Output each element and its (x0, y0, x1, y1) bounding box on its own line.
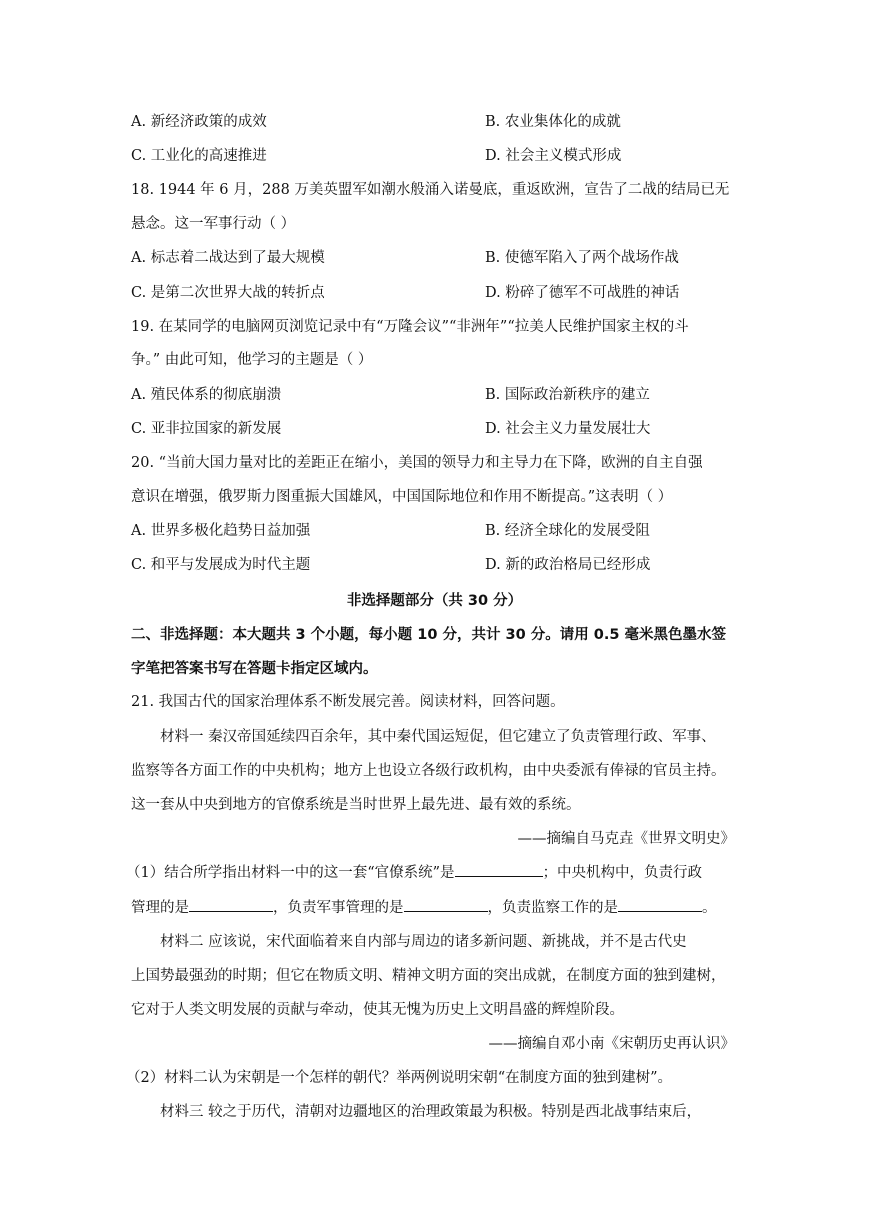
q20-option-d: D. 新的政治格局已经形成 (485, 557, 651, 573)
q21-part2: （2）材料二认为宋朝是一个怎样的朝代？举两例说明宋朝“在制度方面的独到建树”。 (126, 1070, 673, 1086)
q17-option-b: B. 农业集体化的成就 (485, 114, 621, 130)
q19-stem-line2: 争。” 由此可知，他学习的主题是（ ） (131, 352, 373, 368)
q21-material1-line3: 这一套从中央到地方的官僚系统是当时世界上最先进、最有效的系统。 (131, 797, 581, 813)
q21-part1-text-e: ，负责监察工作的是 (487, 900, 618, 916)
q21-material2-line3: 它对于人类文明发展的贡献与牵动，使其无愧为历史上文明昌盛的辉煌阶段。 (131, 1002, 624, 1018)
q21-material1-line1: 材料一 秦汉帝国延续四百余年，其中秦代国运短促，但它建立了负责管理行政、军事、 (160, 729, 716, 745)
q19-option-c: C. 亚非拉国家的新发展 (131, 421, 282, 437)
q18-stem-line2: 悬念。这一军事行动（ ） (131, 216, 296, 232)
q20-option-b: B. 经济全球化的发展受阻 (485, 523, 650, 539)
q18-option-a: A. 标志着二战达到了最大规模 (131, 250, 325, 266)
q21-part1-line2 (131, 897, 717, 918)
q21-part1-text-d: ，负责军事管理的是 (273, 900, 404, 916)
section-instructions-line2: 字笔把答案书写在答题卡指定区域内。 (131, 661, 378, 677)
q20-option-c: C. 和平与发展成为时代主题 (131, 557, 311, 573)
q19-stem-line1: 19. 在某同学的电脑网页浏览记录中有“万隆会议”“非洲年”“拉美人民维护国家主权的斗 (131, 319, 689, 335)
q19-option-a: A. 殖民体系的彻底崩溃 (131, 387, 282, 403)
q17-option-c: C. 工业化的高速推进 (131, 148, 267, 164)
q21-material1-line2: 监察等各方面工作的中央机构；地方上也设立各级行政机构，由中央委派有俸禄的官员主持。 (131, 763, 726, 779)
q21-material2-source: ——摘编自邓小南《宋朝历史再认识》 (488, 1036, 735, 1052)
q20-stem-line1: 20. “当前大国力量对比的差距正在缩小，美国的领导力和主导力在下降，欧洲的自主自强 (131, 455, 703, 471)
q21-part1-text-f: 。 (702, 900, 717, 916)
q21-blank-administration[interactable] (189, 897, 273, 912)
q17-option-a: A. 新经济政策的成效 (131, 114, 267, 130)
q19-option-d: D. 社会主义力量发展壮大 (485, 421, 651, 437)
q19-option-b: B. 国际政治新秩序的建立 (485, 387, 650, 403)
q18-option-d: D. 粉碎了德军不可战胜的神话 (485, 285, 680, 301)
q21-blank-system[interactable] (455, 862, 543, 877)
q21-material2-line2: 上国势最强劲的时期；但它在物质文明、精神文明方面的突出成就，在制度方面的独到建树， (131, 968, 726, 984)
q21-part1-text-a: （1）结合所学指出材料一中的这一套“官僚系统”是 (126, 865, 455, 881)
q21-blank-military[interactable] (404, 897, 488, 912)
q18-stem-line1: 18. 1944 年 6 月，288 万美英盟军如潮水般涌入诺曼底，重返欧洲，宣告了二战的结局已无 (131, 182, 730, 198)
q21-part1-line1 (126, 862, 702, 883)
q17-option-d: D. 社会主义模式形成 (485, 148, 622, 164)
section-heading: 非选择题部分（共 30 分） (346, 593, 523, 609)
q20-option-a: A. 世界多极化趋势日益加强 (131, 523, 311, 539)
q21-material2-line1: 材料二 应该说，宋代面临着来自内部与周边的诸多新问题、新挑战，并不是古代史 (160, 934, 687, 950)
q18-option-b: B. 使德军陷入了两个战场作战 (485, 250, 679, 266)
q21-stem: 21. 我国古代的国家治理体系不断发展完善。阅读材料，回答问题。 (131, 694, 565, 710)
q21-part1-text-c: 管理的是 (131, 900, 189, 916)
q21-material1-source: ——摘编自马克垚《世界文明史》 (517, 831, 735, 847)
q21-blank-supervision[interactable] (618, 897, 702, 912)
q21-material3-line1: 材料三 较之于历代，清朝对边疆地区的治理政策最为积极。特别是西北战事结束后， (160, 1104, 702, 1120)
section-instructions-line1: 二、非选择题：本大题共 3 个小题，每小题 10 分，共计 30 分。请用 0.5 毫米黑色墨水签 (131, 627, 727, 643)
q21-part1-text-b: ；中央机构中，负责行政 (542, 865, 703, 881)
q20-stem-line2: 意识在增强，俄罗斯力图重振大国雄风，中国国际地位和作用不断提高。”这表明（ ） (131, 489, 673, 505)
q18-option-c: C. 是第二次世界大战的转折点 (131, 285, 325, 301)
